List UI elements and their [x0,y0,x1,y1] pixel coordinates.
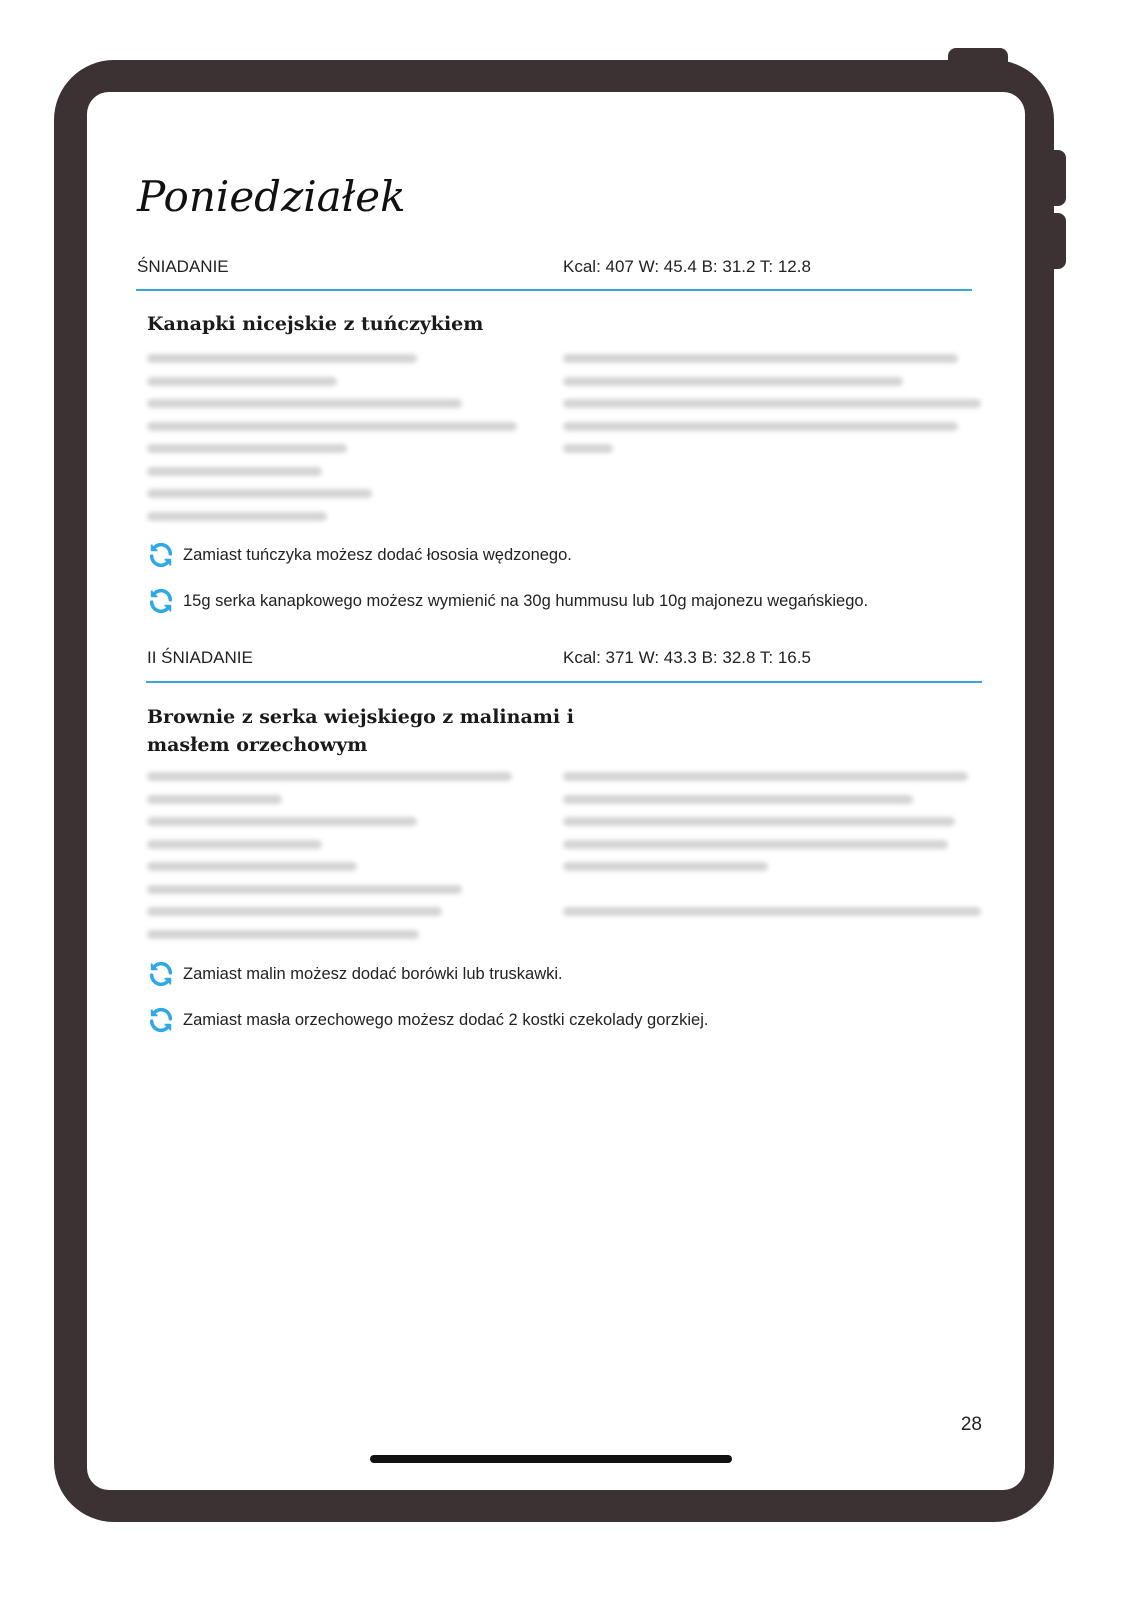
volume-up-button [1052,150,1066,206]
recipe-title: Kanapki nicejskie z tuńczykiem [147,313,484,335]
ingredients-list-blurred [147,772,527,952]
tip-text: 15g serka kanapkowego możesz wymienić na 30g hummusu lub 10g majonezu wegańskiego. [183,591,869,610]
meal-divider [146,681,982,683]
refresh-icon [147,960,175,988]
tip-row [147,960,563,988]
recipe-title-line: masłem orzechowym [147,734,368,756]
tablet-screen [87,92,1025,1490]
volume-down-button [1052,213,1066,269]
meal-macros: Kcal: 371 W: 43.3 B: 32.8 T: 16.5 [563,648,811,667]
recipe-title [147,703,574,759]
page-number: 28 [960,1414,982,1435]
tip-row [147,541,572,569]
refresh-icon [147,541,175,569]
tip-text: Zamiast tuńczyka możesz dodać łososia wędzonego. [183,545,572,564]
refresh-icon [147,587,175,615]
tip-text: Zamiast malin możesz dodać borówki lub truskawki. [183,964,563,983]
tip-row [147,587,868,615]
meal-name: II ŚNIADANIE [147,648,253,667]
recipe-title-line: Brownie z serka wiejskiego z malinami i [147,706,574,728]
refresh-icon [147,1006,175,1034]
meal-divider [136,289,972,291]
home-indicator-bar[interactable] [370,1455,732,1463]
power-button [948,48,1008,68]
day-title: Poniedziałek [137,172,406,221]
meal-name: ŚNIADANIE [137,257,229,276]
tip-row [147,1006,708,1034]
instructions-blurred [563,354,983,467]
meal-macros: Kcal: 407 W: 45.4 B: 31.2 T: 12.8 [563,257,811,276]
instructions-blurred [563,772,983,930]
tip-text: Zamiast masła orzechowego możesz dodać 2 kostki czekolady gorzkiej. [183,1010,709,1029]
ingredients-list-blurred [147,354,527,534]
